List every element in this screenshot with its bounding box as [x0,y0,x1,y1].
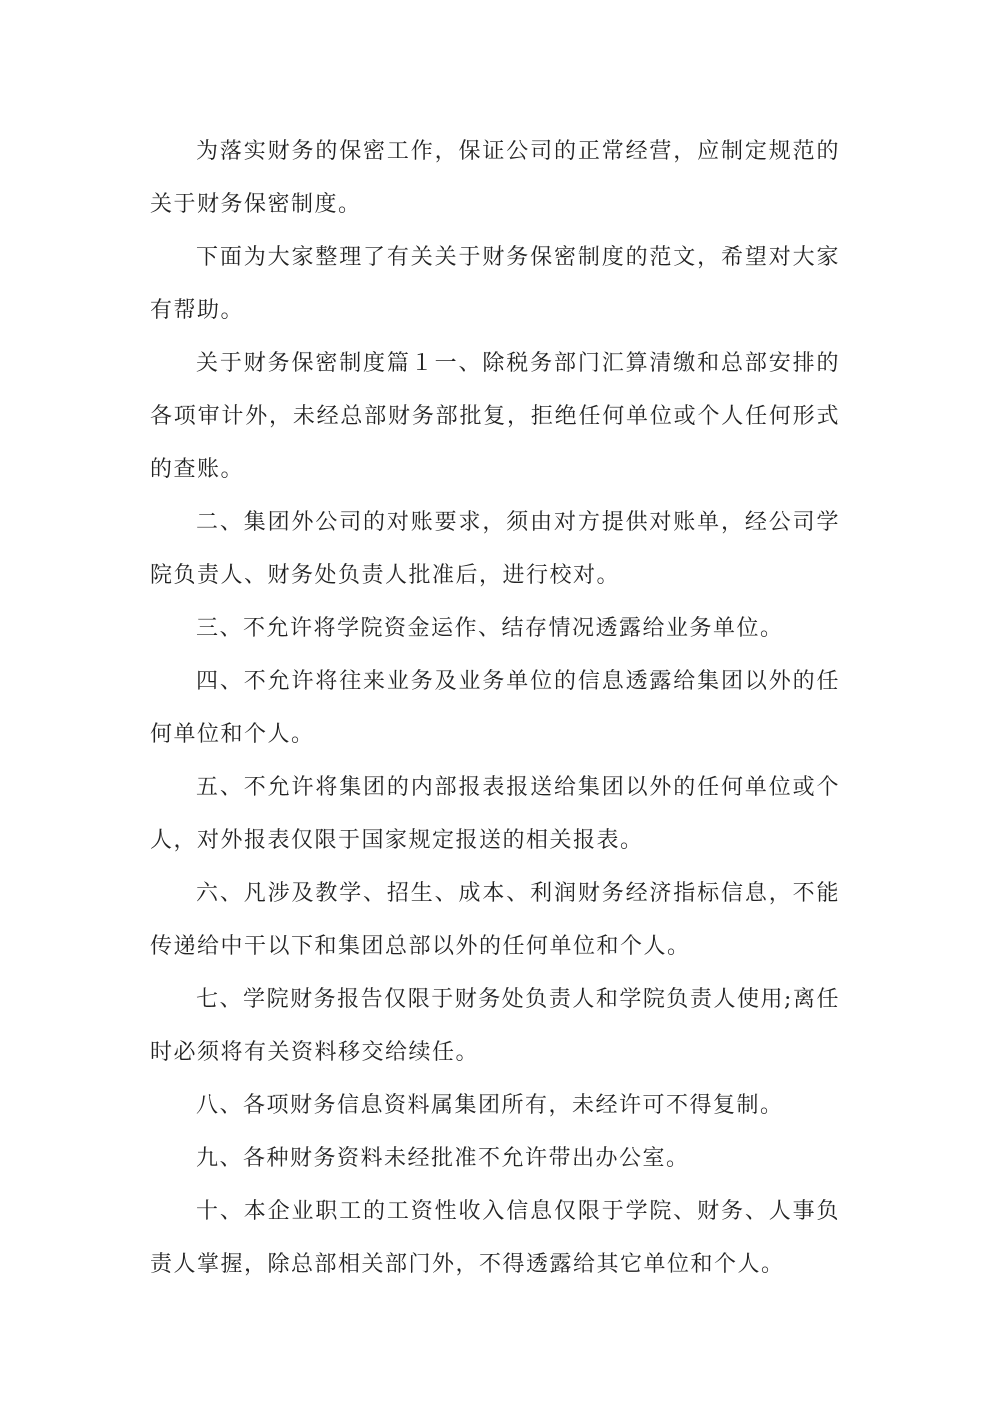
paragraph-item-5: 五、不允许将集团的内部报表报送给集团以外的任何单位或个人，对外报表仅限于国家规定报送的相关报表。 [150,775,840,853]
paragraph-item-3: 三、不允许将学院资金运作、结存情况透露给业务单位。 [196,616,784,641]
paragraph-item-9: 九、各种财务资料未经批准不允许带出办公室。 [196,1146,690,1171]
paragraph-item-4: 四、不允许将往来业务及业务单位的信息透露给集团以外的任何单位和个人。 [150,669,840,747]
paragraph-item-10: 十、本企业职工的工资性收入信息仅限于学院、财务、人事负责人掌握，除总部相关部门外，不得透露给其它单位和个人。 [150,1199,840,1277]
paragraph-item-6: 六、凡涉及教学、招生、成本、利润财务经济指标信息，不能传递给中干以下和集团总部以外的任何单位和个人。 [150,881,840,959]
paragraph-item-2: 二、集团外公司的对账要求，须由对方提供对账单，经公司学院负责人、财务处负责人批准后，进行校对。 [150,510,840,588]
paragraph-item-7: 七、学院财务报告仅限于财务处负责人和学院负责人使用;离任时必须将有关资料移交给续任。 [150,987,840,1065]
paragraph-preface: 下面为大家整理了有关关于财务保密制度的范文，希望对大家有帮助。 [150,245,840,323]
document-body [150,125,840,1291]
paragraph-intro: 为落实财务的保密工作，保证公司的正常经营，应制定规范的关于财务保密制度。 [150,139,840,217]
paragraph-item-8: 八、各项财务信息资料属集团所有，未经许可不得复制。 [196,1093,784,1118]
paragraph-item-1: 关于财务保密制度篇１一、除税务部门汇算清缴和总部安排的各项审计外，未经总部财务部批复，拒绝任何单位或个人任何形式的查账。 [150,351,840,482]
